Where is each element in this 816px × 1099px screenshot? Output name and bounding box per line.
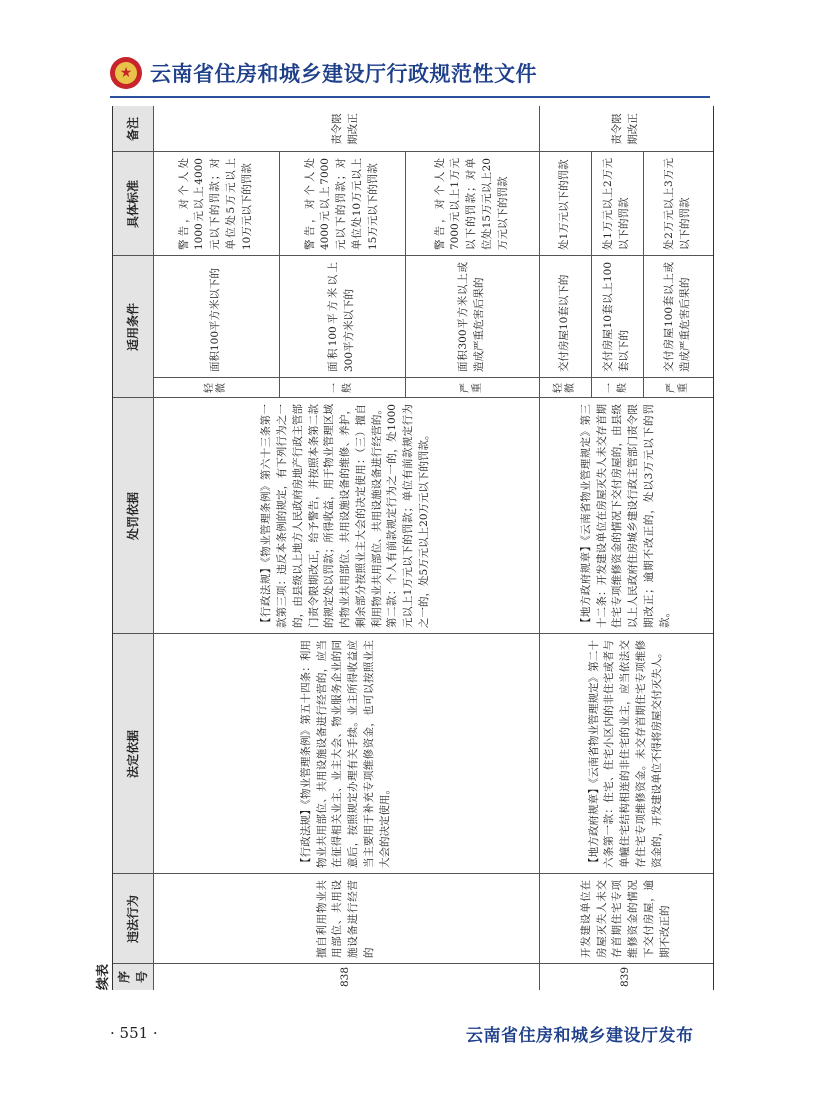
footer-publisher: 云南省住房和城乡建设厅发布: [466, 1026, 694, 1046]
row-838-degree-general: 一般: [329, 383, 353, 393]
header-rule: [110, 96, 710, 98]
row-839-violation: 开发建设单位在房屋灭失人未交存首期住宅专项维修资金的情况下交付房屋，逾期不改正的: [579, 880, 671, 958]
col-header-penalty-basis: 处罚依据: [113, 398, 153, 634]
row-838-standard-light: 警告，对个人处1000元以上4000元以下的罚款；对单位处5万元以上10万元以下的罚款: [177, 158, 253, 250]
level-divider: [279, 152, 280, 398]
column-divider: [113, 633, 713, 634]
col-header-legal-basis: 法定依据: [113, 634, 153, 874]
row-839-condition-general: 交付房屋10套以上100套以下的: [602, 262, 630, 372]
column-divider: [113, 255, 713, 256]
row-838-standard-severe: 警告，对个人处7000元以上1万元以下的罚款；对单位处15万元以上20万元以下的罚款: [433, 158, 509, 250]
col-header-violation: 违法行为: [113, 874, 153, 964]
page-number: · 551 ·: [110, 1024, 158, 1042]
row-838-condition-severe: 面积300平方米以上或造成严重危害后果的: [457, 262, 485, 372]
row-838-condition-light: 面积100平方米以下的: [209, 267, 222, 372]
level-divider: [591, 152, 592, 398]
row-839-legal-basis: 【地方政府规章】《云南省物业管理规定》第二十六条第一款：住宅、住宅小区内的非住宅或者与单幢住宅结构相连的非住宅的业主，应当依法交存住宅专项维修资金。未交存首期住宅专项维修资金的，开发建设单位不得将房屋交付灭失人。: [587, 640, 663, 868]
continued-label: 续表: [96, 963, 111, 990]
row-839-degree-general: 一般: [604, 383, 628, 393]
row-839-remark: 责令限期改正: [611, 113, 639, 145]
row-839-penalty-basis: 【地方政府规章】《云南省物业管理规定》第三十二条：开发建设单位在房屋灭失人未交存首期住宅专项维修资金的情况下交付房屋的，由县级以上人民政府住房城乡建设行政主管部门责令限期改正；逾期不改正的，处以3万元以下的罚款。: [579, 404, 671, 628]
row-839-condition-severe: 交付房屋100套以上或造成严重危害后果的: [663, 262, 691, 372]
national-emblem-icon: [110, 57, 142, 89]
rotated-table-container: [92, 102, 716, 990]
row-839-standard-general: 处1万元以上2万元以下的罚款: [602, 158, 630, 250]
row-838-condition-general: 面积100平方米以上300平方米以下的: [327, 262, 355, 372]
row-838-legal-basis: 【行政法规】《物业管理条例》第五十四条：利用物业共用部位、共用设施设备进行经营的，应当在征得相关业主、业主大会、物业服务企业的同意后，按照规定办理有关手续。业主所得收益应当主要用于补充专项维修资金，也可以按照业主大会的决定使用。: [299, 640, 391, 868]
row-839-standard-light: 处1万元以下的罚款: [558, 159, 571, 250]
row-838-degree-severe: 严重: [459, 383, 483, 393]
header-divider: [153, 106, 154, 990]
col-header-seq: 序号: [113, 964, 153, 990]
document-header: [110, 53, 537, 93]
row-838-remark: 责令限期改正: [331, 113, 359, 145]
row-839-degree-light: 轻微: [552, 383, 576, 393]
column-divider: [113, 397, 713, 398]
row-838-standard-general: 警告，对个人处4000元以上7000元以下的罚款；对单位处10万元以上15万元以下的罚款: [303, 158, 379, 250]
penalty-table: [112, 106, 714, 990]
row-838-seq: 838: [339, 966, 352, 988]
header-title: 云南省住房和城乡建设厅行政规范性文件: [150, 62, 537, 86]
col-header-condition: 适用条件: [113, 256, 153, 398]
col-header-remark: 备注: [113, 106, 153, 152]
row-838-penalty-basis: 【行政法规】《物业管理条例》第六十三条第一款第三项：违反本条例的规定，有下列行为之一的，由县级以上地方人民政府房地产行政主管部门责令限期改正，给予警告，并按照本条第二款的规定处以罚款；所得收益，用于物业管理区域内物业共用部位、共用设施设备的维修、养护，剩余部分按照业主大会的决定使用：（三）擅自利用物业共用部位、共用设施设备进行经营的。第二款：个人有前款规定行为之一的，处1000元以上1万元以下的罚款；单位有前款规定行为之一的，处5万元以上20万元以下的罚款。: [260, 404, 430, 628]
column-divider: [113, 963, 713, 964]
row-839-condition-light: 交付房屋10套以下的: [558, 274, 571, 372]
column-divider: [113, 873, 713, 874]
level-divider: [643, 152, 644, 398]
column-divider: [113, 151, 713, 152]
row-divider: [539, 106, 540, 990]
row-839-seq: 839: [619, 966, 632, 988]
level-divider: [405, 152, 406, 398]
column-divider: [153, 377, 713, 378]
row-838-degree-light: 轻微: [203, 383, 227, 393]
row-838-violation: 擅自利用物业共用部位、共用设施设备进行经营的: [315, 880, 375, 958]
col-header-standard: 具体标准: [113, 152, 153, 256]
row-839-degree-severe: 严重: [665, 383, 689, 393]
row-839-standard-severe: 处2万元以上3万元以下的罚款: [663, 158, 691, 250]
